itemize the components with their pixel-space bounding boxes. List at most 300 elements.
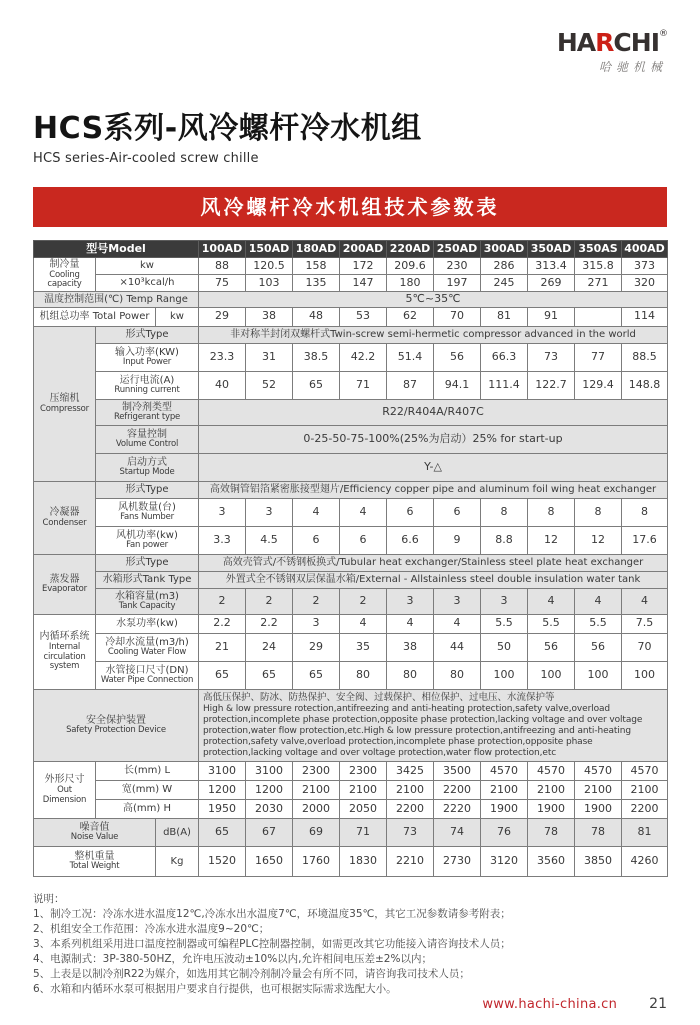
label-zh: 风机数量(台) (118, 501, 176, 513)
label-en: Fans Number (120, 512, 174, 523)
value-cell: 81 (481, 307, 528, 326)
row-cooling-kcal (34, 275, 668, 292)
value-cell: 4 (387, 614, 434, 633)
circulation-label (34, 614, 96, 689)
value-cell: 87 (387, 371, 434, 399)
value-cell: 3 (293, 614, 340, 633)
page-footer (482, 996, 667, 1012)
row-volume-control (34, 425, 668, 453)
value-cell: 81 (622, 818, 668, 846)
value-cell: 65 (199, 818, 246, 846)
value-cell: 62 (387, 307, 434, 326)
value-cell: 4 (528, 588, 575, 614)
value-cell: 2100 (622, 780, 668, 799)
row-noise (34, 818, 668, 846)
sub-label: 形式Type (96, 481, 199, 498)
value-cell: 3500 (434, 761, 481, 780)
value-cell: 1650 (246, 846, 293, 876)
value-cell: 67 (246, 818, 293, 846)
value-cell: 42.2 (340, 343, 387, 371)
logo-text-dark2: CHI (613, 28, 659, 57)
value-cell (575, 307, 622, 326)
cooling-capacity-label (34, 258, 96, 292)
unit-cell: kw (156, 307, 199, 326)
value-cell: 1200 (199, 780, 246, 799)
value-cell: 2300 (340, 761, 387, 780)
value-cell: 3 (387, 588, 434, 614)
safety-value (199, 689, 668, 761)
value-cell: 8.8 (481, 526, 528, 554)
value-cell: 122.7 (528, 371, 575, 399)
note-item: 1、制冷工况：冷冻水进水温度12℃,冷冻水出水温度7℃，环境温度35℃，其它工况参数请参考附表； (33, 907, 511, 920)
label-en: Volume Control (115, 439, 179, 450)
value-cell: 65 (199, 661, 246, 689)
value-cell: 197 (434, 275, 481, 292)
value-cell: 69 (293, 818, 340, 846)
startup-mode-value: Y-△ (199, 453, 668, 481)
label-en: Total Weight (69, 861, 120, 872)
value-cell: 271 (575, 275, 622, 292)
value-cell: 103 (246, 275, 293, 292)
weight-label (34, 846, 156, 876)
label-en: Internal circulation system (43, 641, 86, 672)
value-cell: 114 (622, 307, 668, 326)
value-cell: 320 (622, 275, 668, 292)
value-cell: 2220 (434, 799, 481, 818)
value-cell: 209.6 (387, 258, 434, 275)
value-cell: 3 (481, 588, 528, 614)
value-cell: 4570 (481, 761, 528, 780)
value-cell: 8 (575, 498, 622, 526)
label-en: Condenser (42, 517, 87, 528)
row-cooling-water-flow (34, 633, 668, 661)
sub-label (96, 661, 199, 689)
sub-label: 长(mm) L (96, 761, 199, 780)
value-cell: 76 (481, 818, 528, 846)
value-cell: 71 (340, 818, 387, 846)
volume-control-value: 0-25-50-75-100%(25%为启动）25% for start-up (199, 425, 668, 453)
value-cell: 4 (622, 588, 668, 614)
label-en: Out Dimension (42, 784, 87, 805)
label-zh: 内循环系统 (39, 631, 90, 643)
label-zh: 启动方式 (127, 456, 167, 468)
value-cell: 2 (246, 588, 293, 614)
sub-label (96, 498, 199, 526)
label-en: Evaporator (42, 584, 87, 595)
label-zh: 输入功率(KW) (115, 346, 179, 358)
sub-label (96, 526, 199, 554)
value-cell: 2100 (340, 780, 387, 799)
value-cell: 21 (199, 633, 246, 661)
dimension-label (34, 761, 96, 818)
label-en: Refrigerant type (113, 412, 181, 423)
spec-table (33, 240, 668, 877)
value-cell: 8 (528, 498, 575, 526)
label-en: Startup Mode (119, 467, 175, 478)
label-zh: 风机功率(kw) (116, 529, 178, 541)
value-cell: 3425 (387, 761, 434, 780)
value-cell: 1900 (481, 799, 528, 818)
temp-range-label: 温度控制范围(℃) Temp Range (34, 292, 199, 308)
row-total-weight (34, 846, 668, 876)
value-cell: 23.3 (199, 343, 246, 371)
label-en: Input Power (122, 357, 172, 368)
value-cell: 245 (481, 275, 528, 292)
value-cell: 1760 (293, 846, 340, 876)
value-cell: 6 (340, 526, 387, 554)
sub-label (96, 633, 199, 661)
value-cell: 65 (293, 371, 340, 399)
condenser-type-value: 高效铜管铝箔紧密胀接型翅片/Efficiency copper pipe and aluminum foil wing heat exchanger (199, 481, 668, 498)
sub-label (96, 453, 199, 481)
value-cell: 40 (199, 371, 246, 399)
value-cell: 29 (199, 307, 246, 326)
row-safety-protection (34, 689, 668, 761)
value-cell: 56 (434, 343, 481, 371)
logo-text-dark: HA (556, 28, 596, 57)
logo-subtitle: 哈驰机械 (598, 60, 667, 74)
value-cell: 94.1 (434, 371, 481, 399)
label-zh: 噪音值 (79, 821, 110, 833)
value-cell: 6 (434, 498, 481, 526)
model-column-header: 350AD (528, 241, 575, 258)
sub-label (96, 588, 199, 614)
note-item: 6、水箱和内循环水泵可根据用户要求自行提供，也可根据实际需求选配大小。 (33, 982, 397, 995)
logo-text-red: R (595, 28, 614, 57)
tank-type-value: 外置式全不锈钢双层保温水箱/External - Allstainless steel double insulation water tank (199, 571, 668, 588)
value-cell: 5.5 (481, 614, 528, 633)
value-cell: 135 (293, 275, 340, 292)
sub-label: 形式Type (96, 326, 199, 343)
compressor-type-value: 非对称半封闭双螺杆式Twin-screw semi-hermetic compressor advanced in the world (199, 326, 668, 343)
unit-cell: dB(A) (156, 818, 199, 846)
value-cell: 4570 (528, 761, 575, 780)
value-cell: 6.6 (387, 526, 434, 554)
value-cell: 147 (340, 275, 387, 292)
model-column-header: 100AD (199, 241, 246, 258)
value-cell: 38 (387, 633, 434, 661)
unit-cell: kw (96, 258, 199, 275)
row-fan-power (34, 526, 668, 554)
row-cooling-kw (34, 258, 668, 275)
value-cell: 38 (246, 307, 293, 326)
value-cell: 2 (199, 588, 246, 614)
page-subtitle: HCS series-Air-cooled screw chille (33, 151, 259, 166)
value-cell: 313.4 (528, 258, 575, 275)
value-cell: 158 (293, 258, 340, 275)
value-cell: 78 (528, 818, 575, 846)
value-cell: 38.5 (293, 343, 340, 371)
value-cell: 2100 (575, 780, 622, 799)
value-cell: 73 (387, 818, 434, 846)
value-cell: 51.4 (387, 343, 434, 371)
label-zh: 冷凝器 (49, 507, 80, 519)
value-cell: 3 (246, 498, 293, 526)
value-cell: 3560 (528, 846, 575, 876)
note-item: 2、机组安全工作范围：冷冻水进水温度9~20℃； (33, 922, 270, 935)
model-column-header: 200AD (340, 241, 387, 258)
label-en: Running current (114, 385, 180, 396)
value-cell: 74 (434, 818, 481, 846)
value-cell: 4 (575, 588, 622, 614)
value-cell: 2050 (340, 799, 387, 818)
value-cell: 2100 (481, 780, 528, 799)
value-cell: 4.5 (246, 526, 293, 554)
label-zh: 运行电流(A) (119, 374, 175, 386)
row-compressor-type (34, 326, 668, 343)
value-cell: 2100 (293, 780, 340, 799)
website-link[interactable]: www.hachi-china.cn (482, 997, 618, 1012)
model-column-header: 300AD (481, 241, 528, 258)
value-cell: 286 (481, 258, 528, 275)
row-dimension-w (34, 780, 668, 799)
value-cell: 180 (387, 275, 434, 292)
row-total-power (34, 307, 668, 326)
value-cell: 315.8 (575, 258, 622, 275)
value-cell: 1200 (246, 780, 293, 799)
value-cell: 120.5 (246, 258, 293, 275)
value-cell: 35 (340, 633, 387, 661)
value-cell: 3 (434, 588, 481, 614)
value-cell: 2000 (293, 799, 340, 818)
compressor-label (34, 326, 96, 481)
value-cell: 2210 (387, 846, 434, 876)
value-cell: 7.5 (622, 614, 668, 633)
value-cell: 9 (434, 526, 481, 554)
value-cell: 3100 (246, 761, 293, 780)
value-cell: 2100 (387, 780, 434, 799)
label-zh: 蒸发器 (49, 573, 80, 585)
unit-cell: ×10³kcal/h (96, 275, 199, 292)
value-cell: 12 (575, 526, 622, 554)
value-cell: 111.4 (481, 371, 528, 399)
notes-section (33, 892, 667, 997)
value-cell: 8 (481, 498, 528, 526)
row-startup-mode (34, 453, 668, 481)
model-column-header: 180AD (293, 241, 340, 258)
notes-title: 说明： (33, 892, 65, 905)
label-en: Safety Protection Device (66, 725, 166, 736)
label-en: Cooling capacity (47, 269, 82, 290)
value-cell: 4570 (622, 761, 668, 780)
registered-mark-icon: ® (659, 29, 667, 39)
label-zh: 外形尺寸 (44, 774, 85, 786)
refrigerant-value: R22/R404A/R407C (199, 399, 668, 425)
model-column-header: 350AS (575, 241, 622, 258)
value-cell: 91 (528, 307, 575, 326)
label-en: Cooling Water Flow (107, 647, 187, 658)
noise-label (34, 818, 156, 846)
value-cell: 48 (293, 307, 340, 326)
model-column-header: 400AD (622, 241, 668, 258)
value-cell: 6 (293, 526, 340, 554)
value-cell: 3.3 (199, 526, 246, 554)
table-header-row (34, 241, 668, 258)
safety-label (34, 689, 199, 761)
value-cell: 4 (340, 614, 387, 633)
value-cell: 29 (293, 633, 340, 661)
sub-label: 水泵功率(kw) (96, 614, 199, 633)
value-cell: 2730 (434, 846, 481, 876)
row-tank-type (34, 571, 668, 588)
value-cell: 3100 (199, 761, 246, 780)
value-cell: 50 (481, 633, 528, 661)
temp-range-value: 5℃~35℃ (199, 292, 668, 308)
row-input-power (34, 343, 668, 371)
sub-label: 高(mm) H (96, 799, 199, 818)
model-column-header: 250AD (434, 241, 481, 258)
sub-label: 水箱形式Tank Type (96, 571, 199, 588)
value-cell: 88 (199, 258, 246, 275)
value-cell: 56 (575, 633, 622, 661)
label-en: Water Pipe Connection (100, 675, 194, 686)
row-pipe-connection (34, 661, 668, 689)
value-cell: 1900 (575, 799, 622, 818)
value-cell: 31 (246, 343, 293, 371)
evaporator-type-value: 高效壳管式/不锈钢板换式/Tubular heat exchanger/Stainless steel plate heat exchanger (199, 554, 668, 571)
page-title: HCS系列-风冷螺杆冷水机组 (33, 111, 422, 146)
value-cell: 3850 (575, 846, 622, 876)
value-cell: 1950 (199, 799, 246, 818)
label-zh: 冷却水流量(m3/h) (105, 636, 189, 648)
value-cell: 71 (340, 371, 387, 399)
value-cell: 53 (340, 307, 387, 326)
value-cell: 2100 (528, 780, 575, 799)
label-zh: 水管接口尺寸(DN) (105, 664, 189, 676)
note-item: 5、上表是以制冷剂R22为媒介，如选用其它制冷剂制冷量会有所不同，请咨询我司技术人员； (33, 967, 470, 980)
table-title-banner: 风冷螺杆冷水机组技术参数表 (33, 187, 667, 227)
value-cell: 56 (528, 633, 575, 661)
value-cell: 373 (622, 258, 668, 275)
value-cell: 230 (434, 258, 481, 275)
value-cell: 172 (340, 258, 387, 275)
value-cell: 100 (622, 661, 668, 689)
label-en: Noise Value (70, 832, 119, 843)
total-power-label: 机组总功率 Total Power (34, 307, 156, 326)
value-cell: 1520 (199, 846, 246, 876)
row-refrigerant (34, 399, 668, 425)
sub-label: 宽(mm) W (96, 780, 199, 799)
value-cell: 5.5 (528, 614, 575, 633)
unit-cell: Kg (156, 846, 199, 876)
label-zh: 整机重量 (74, 850, 115, 862)
label-zh: 安全保护装置 (86, 714, 146, 726)
row-temp-range (34, 292, 668, 308)
value-cell: 100 (481, 661, 528, 689)
value-cell: 65 (293, 661, 340, 689)
label-en: Tank Capacity (118, 601, 176, 612)
sub-label (96, 371, 199, 399)
safety-text-zh: 高低压保护、防冰、防热保护、安全阀、过载保护、相位保护、过电压、水流保护等 (203, 691, 555, 703)
value-cell: 2300 (293, 761, 340, 780)
label-en: Compressor (40, 403, 89, 414)
value-cell: 2200 (622, 799, 668, 818)
value-cell: 80 (434, 661, 481, 689)
logo-wordmark (557, 30, 667, 55)
value-cell: 78 (575, 818, 622, 846)
row-evaporator-type (34, 554, 668, 571)
value-cell: 3 (199, 498, 246, 526)
value-cell: 2200 (434, 780, 481, 799)
page-number: 21 (649, 996, 667, 1012)
value-cell: 80 (340, 661, 387, 689)
value-cell: 4 (340, 498, 387, 526)
label-zh: 水箱容量(m3) (115, 590, 179, 602)
value-cell: 269 (528, 275, 575, 292)
row-condenser-type (34, 481, 668, 498)
model-column-header: 150AD (246, 241, 293, 258)
value-cell: 148.8 (622, 371, 668, 399)
value-cell: 3120 (481, 846, 528, 876)
value-cell: 5.5 (575, 614, 622, 633)
value-cell: 2030 (246, 799, 293, 818)
value-cell: 100 (528, 661, 575, 689)
condenser-label (34, 481, 96, 554)
label-zh: 容量控制 (127, 428, 167, 440)
row-dimension-h (34, 799, 668, 818)
row-fans-number (34, 498, 668, 526)
value-cell: 8 (622, 498, 668, 526)
sub-label (96, 425, 199, 453)
value-cell: 4570 (575, 761, 622, 780)
value-cell: 2.2 (246, 614, 293, 633)
row-pump-power (34, 614, 668, 633)
value-cell: 88.5 (622, 343, 668, 371)
value-cell: 1830 (340, 846, 387, 876)
value-cell: 129.4 (575, 371, 622, 399)
value-cell: 44 (434, 633, 481, 661)
label-zh: 制冷量 (49, 259, 80, 270)
value-cell: 65 (246, 661, 293, 689)
value-cell: 12 (528, 526, 575, 554)
row-dimension-l (34, 761, 668, 780)
value-cell: 70 (622, 633, 668, 661)
value-cell: 80 (387, 661, 434, 689)
label-en: Fan power (126, 540, 168, 551)
value-cell: 4 (434, 614, 481, 633)
value-cell: 2 (340, 588, 387, 614)
evaporator-label (34, 554, 96, 614)
value-cell: 73 (528, 343, 575, 371)
value-cell: 100 (575, 661, 622, 689)
value-cell: 52 (246, 371, 293, 399)
value-cell: 2200 (387, 799, 434, 818)
row-tank-capacity (34, 588, 668, 614)
label-zh: 压缩机 (49, 393, 80, 405)
row-running-current (34, 371, 668, 399)
value-cell: 70 (434, 307, 481, 326)
value-cell: 4260 (622, 846, 668, 876)
note-item: 4、电源制式：3P-380-50HZ，允许电压波动±10%以内,允许相间电压差±2%以内； (33, 952, 432, 965)
note-item: 3、本系列机组采用进口温度控制器或可编程PLC控制器控制，如需更改其它功能接入请咨询技术人员； (33, 937, 511, 950)
value-cell: 6 (387, 498, 434, 526)
value-cell: 2 (293, 588, 340, 614)
value-cell: 66.3 (481, 343, 528, 371)
value-cell: 1900 (528, 799, 575, 818)
harchi-logo (557, 30, 667, 75)
sub-label (96, 399, 199, 425)
value-cell: 75 (199, 275, 246, 292)
label-zh: 制冷剂类型 (122, 401, 172, 413)
model-column-header: 220AD (387, 241, 434, 258)
sub-label: 形式Type (96, 554, 199, 571)
value-cell: 2.2 (199, 614, 246, 633)
model-header-cell: 型号Model (34, 241, 199, 258)
value-cell: 17.6 (622, 526, 668, 554)
value-cell: 4 (293, 498, 340, 526)
sub-label (96, 343, 199, 371)
value-cell: 24 (246, 633, 293, 661)
